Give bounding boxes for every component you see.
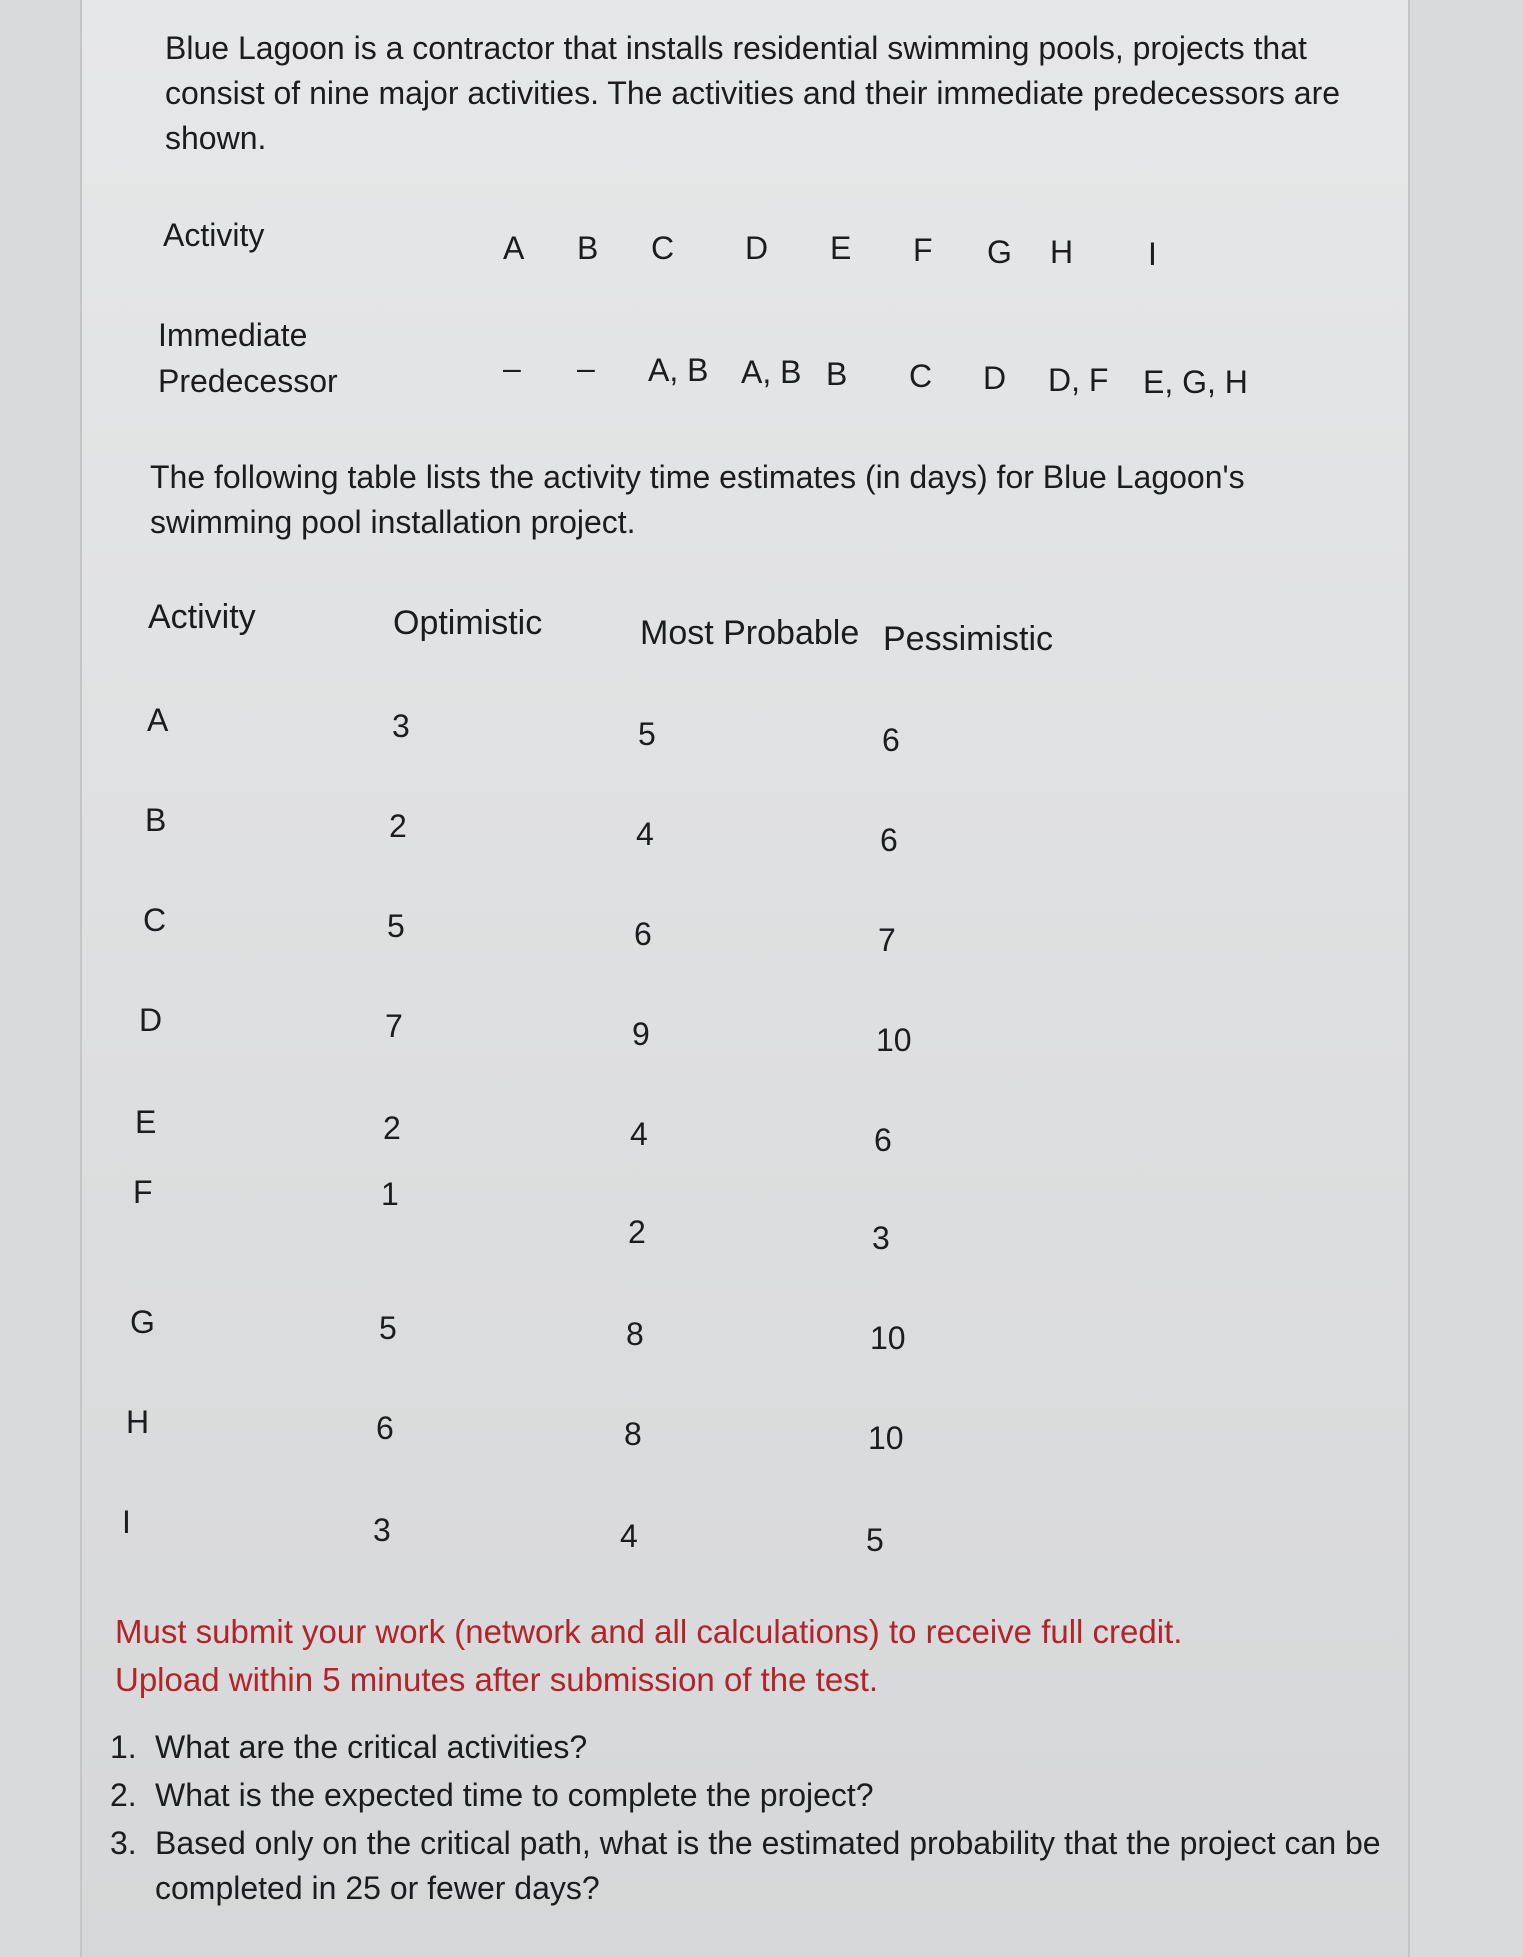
table-cell-optimistic: 5: [379, 1310, 397, 1346]
table-cell-optimistic: 2: [389, 808, 407, 844]
predecessor-cell: D, F: [1048, 362, 1109, 398]
activity-header-cell: A: [503, 230, 525, 266]
table-cell-most-probable: 6: [634, 916, 652, 952]
table-cell-activity: B: [145, 802, 167, 838]
predecessor-cell: B: [826, 356, 848, 392]
table-cell-most-probable: 4: [630, 1116, 648, 1152]
activity-header-cell: D: [745, 230, 769, 266]
table-cell-pessimistic: 5: [866, 1522, 884, 1558]
table-cell-activity: I: [122, 1504, 131, 1540]
table-cell-activity: E: [135, 1104, 157, 1140]
predecessor-cell: E, G, H: [1143, 364, 1248, 400]
table-cell-pessimistic: 6: [882, 722, 900, 758]
question-number: 3.: [110, 1825, 137, 1861]
predecessor-cell: A, B: [648, 352, 709, 388]
predecessor-cell: D: [983, 360, 1007, 396]
table-cell-activity: G: [130, 1304, 155, 1340]
activity-header-cell: I: [1148, 236, 1157, 272]
activity-header-cell: B: [577, 230, 599, 266]
question-number: 1.: [110, 1729, 137, 1765]
column-header-activity: Activity: [148, 598, 256, 636]
activity-header-cell: H: [1050, 234, 1074, 270]
question-item: [110, 1773, 1430, 1818]
table-cell-pessimistic: 6: [874, 1122, 892, 1158]
activity-header-cell: C: [651, 230, 675, 266]
question-item: [110, 1725, 1430, 1770]
table-cell-pessimistic: 3: [872, 1220, 890, 1256]
table-cell-most-probable: 5: [638, 716, 656, 752]
table-cell-pessimistic: 10: [868, 1420, 904, 1456]
table-cell-most-probable: 8: [626, 1316, 644, 1352]
table-cell-activity: D: [139, 1002, 163, 1038]
question-number: 2.: [110, 1777, 137, 1813]
question-text: Based only on the critical path, what is the estimated probability that the project can be completed in 25 or fewer days?: [155, 1825, 1381, 1906]
table-cell-activity: H: [126, 1404, 150, 1440]
table-cell-most-probable: 8: [624, 1416, 642, 1452]
predecessor-cell: C: [909, 358, 933, 394]
intro-paragraph: Blue Lagoon is a contractor that installs residential swimming pools, projects that consist of nine major activities. The activities and their immediate predecessors are shown.: [165, 30, 1341, 156]
table-cell-optimistic: 3: [392, 708, 410, 744]
activity-header-cell: E: [830, 230, 852, 266]
table-cell-most-probable: 2: [628, 1214, 646, 1250]
submission-note-line2: Upload within 5 minutes after submission of the test.: [115, 1661, 879, 1698]
predecessor-row-label-line2: Predecessor: [158, 363, 338, 399]
predecessor-cell: A, B: [741, 354, 802, 390]
predecessor-row-label-line1: Immediate: [158, 317, 308, 353]
activity-row-label: Activity: [163, 217, 265, 253]
predecessor-cell: –: [577, 350, 595, 386]
table-cell-optimistic: 3: [373, 1512, 391, 1548]
table-cell-most-probable: 4: [636, 816, 654, 852]
table-cell-optimistic: 2: [383, 1110, 401, 1146]
column-header-optimistic: Optimistic: [393, 604, 543, 642]
predecessor-cell: –: [503, 350, 521, 386]
table-cell-optimistic: 7: [385, 1008, 403, 1044]
submission-note: [115, 1608, 1415, 1704]
question-text: What are the critical activities?: [155, 1729, 588, 1765]
question-list: [110, 1725, 1430, 1914]
column-header-most-probable: Most Probable: [640, 614, 860, 652]
question-item: [110, 1821, 1430, 1911]
table-cell-pessimistic: 10: [870, 1320, 906, 1356]
table-cell-pessimistic: 6: [880, 822, 898, 858]
table-cell-most-probable: 4: [620, 1518, 638, 1554]
table-cell-activity: F: [133, 1174, 153, 1210]
table-intro-paragraph: The following table lists the activity time estimates (in days) for Blue Lagoon's swimming pool installation project.: [150, 459, 1245, 540]
table-cell-optimistic: 1: [381, 1176, 399, 1212]
submission-note-line1: Must submit your work (network and all calculations) to receive full credit.: [115, 1613, 1183, 1650]
table-cell-activity: A: [147, 702, 169, 738]
activity-header-cell: G: [987, 234, 1012, 270]
table-cell-most-probable: 9: [632, 1016, 650, 1052]
column-header-pessimistic: Pessimistic: [883, 620, 1054, 658]
table-cell-activity: C: [143, 902, 167, 938]
table-cell-optimistic: 6: [376, 1410, 394, 1446]
table-cell-pessimistic: 7: [878, 922, 896, 958]
table-cell-pessimistic: 10: [876, 1022, 912, 1058]
activity-header-cell: F: [913, 232, 933, 268]
table-cell-optimistic: 5: [387, 908, 405, 944]
question-text: What is the expected time to complete the project?: [155, 1777, 874, 1813]
